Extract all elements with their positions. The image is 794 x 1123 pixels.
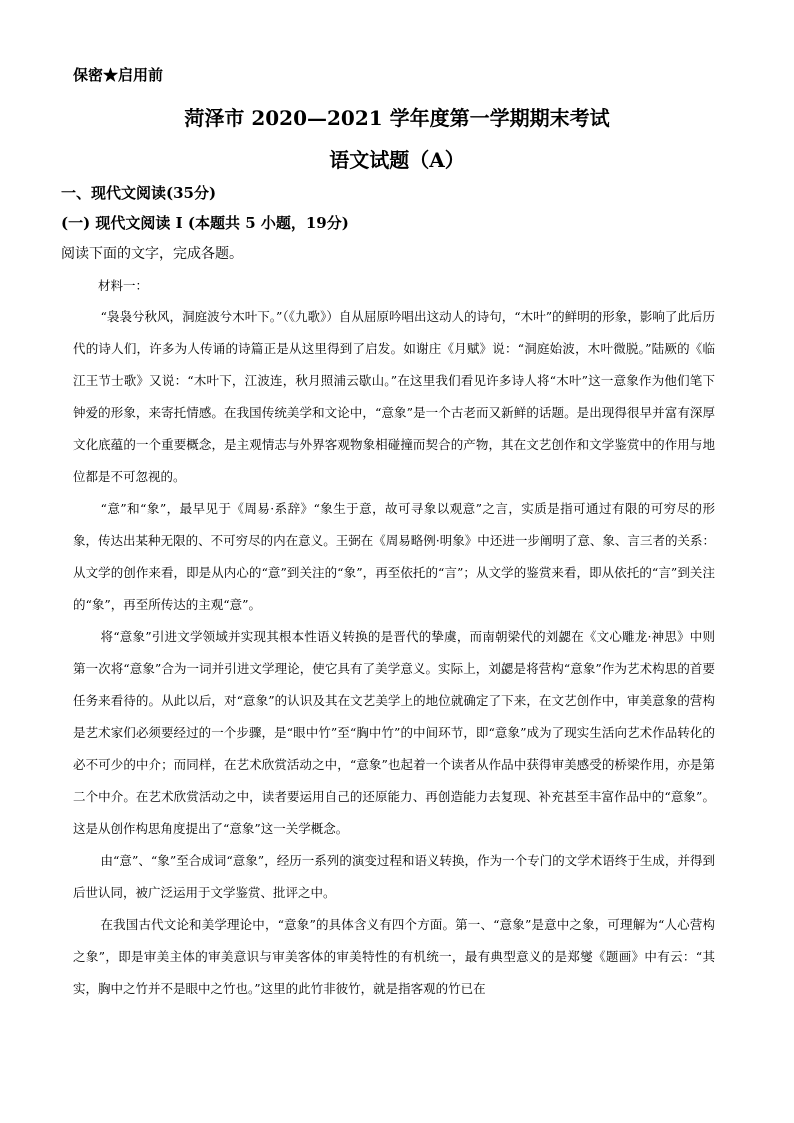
passage-paragraph: 将“意象”引进文学领域并实现其根本性语义转换的是晋代的挚虞，而南朝梁代的刘勰在《文心雕龙·神思》中则第一次将“意象”合为一词并引进文学理论，使它具有了美学意义。实际上，刘勰是将营构“意象”作为艺术构思的首要任务来看待的。从此以后，对“意象”的认识及其在文艺美学上的地位就确定了下来，在文艺创作中，审美意象的营构是艺术家们必须要经过的一个步骤，是“眼中竹”至“胸中竹”的中间环节，即“意象”成为了现实生活向艺术作品转化的必不可少的中介；而同样，在艺术欣赏活动之中，“意象”也起着一个读者从作品中获得审美感受的桥梁作用，亦是第二个中介。在艺术欣赏活动之中，读者要运用自己的还原能力、再创造能力去复现、补充甚至丰富作品中的“意象”。这是从创作构思角度提出了“意象”这一关学概念。 (73, 629, 715, 836)
confidential-label: 保密★启用前 (73, 66, 164, 84)
reading-passage (73, 301, 715, 1005)
passage-paragraph: 由“意”、“象”至合成词“意象”，经历一系列的演变过程和语义转换，作为一个专门的文学术语终于生成，并得到后世认同，被广泛运用于文学鉴赏、批评之中。 (73, 853, 715, 900)
material-label: 材料一： (98, 278, 149, 293)
subsection-heading: (一) 现代文阅读 I (本题共 5 小题，19分) (61, 214, 349, 232)
exam-subtitle: 语文试题（A） (329, 148, 465, 172)
passage-paragraph: “意”和“象”，最早见于《周易·系辞》“象生于意，故可寻象以观意”之言，实质是指可通过有限的可穷尽的形象，传达出某种无限的、不可穷尽的内在意义。王弼在《周易略例·明象》中还进一步阐明了意、象、言三者的关系：从文学的创作来看，即是从内心的“意”到关注的“象”，再至依托的“言”；从文学的鉴赏来看，即从依托的“言”到关注的“象”，再至所传达的主观“意”。 (73, 501, 715, 612)
reading-instruction: 阅读下面的文字，完成各题。 (61, 246, 243, 262)
passage-paragraph: “袅袅兮秋风，洞庭波兮木叶下。”（《九歌》）自从屈原吟唱出这动人的诗句，“木叶”的鲜明的形象，影响了此后历代的诗人们，许多为人传诵的诗篇正是从这里得到了启发。如谢庄《月赋》说：“洞庭始波，木叶微脱。”陆厥的《临江王节士歌》又说：“木叶下，江波连，秋月照浦云歇山。”在这里我们看见许多诗人将“木叶”这一意象作为他们笔下钟爱的形象，来寄托情感。在我国传统美学和文论中，“意象”是一个古老而又新鲜的话题。是出现得很早并富有深厚文化底蕴的一个重要概念，是主观情志与外界客观物象相碰撞而契合的产物，其在文艺创作和文学鉴赏中的作用与地位都是不可忽视的。 (73, 309, 715, 484)
passage-paragraph: 在我国古代文论和美学理论中，“意象”的具体含义有四个方面。第一、“意象”是意中之象，可理解为“人心营构之象”，即是审美主体的审美意识与审美客体的审美特性的有机统一，最有典型意义的是郑燮《题画》中有云：“其实，胸中之竹并不是眼中之竹也。”这里的此竹非彼竹，就是指客观的竹已在 (73, 917, 715, 996)
exam-title: 菏泽市 2020—2021 学年度第一学期期末考试 (184, 106, 610, 130)
section-heading: 一、现代文阅读(35分) (61, 184, 217, 202)
